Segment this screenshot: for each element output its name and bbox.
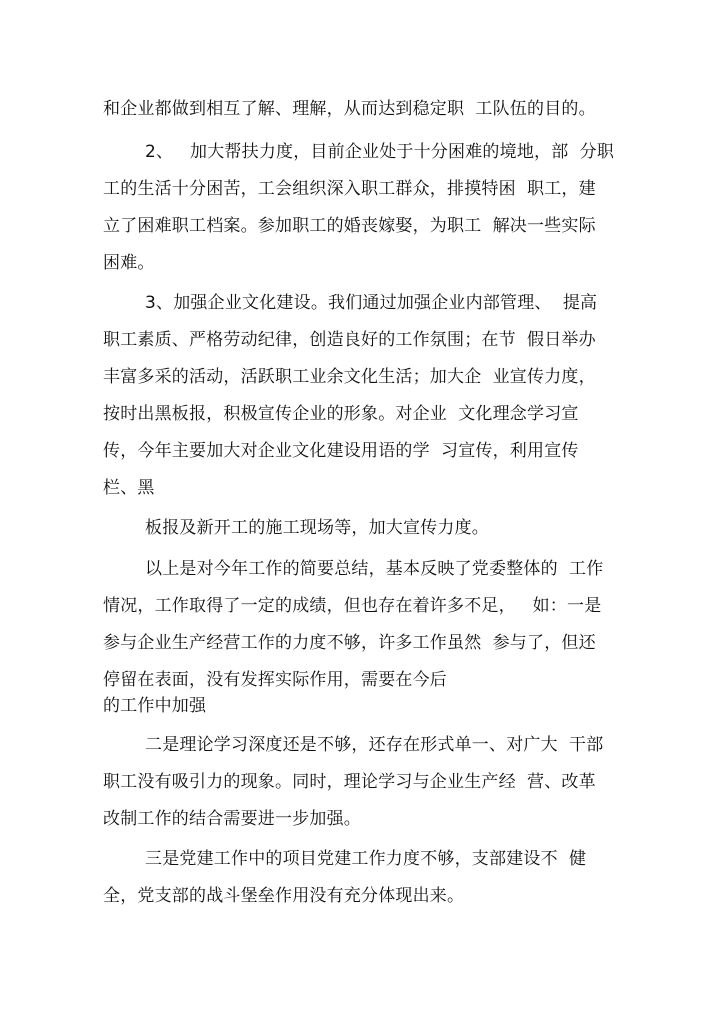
text-line: 工的生活十分困苦，工会组织深入职工群众，排摸特困 职工，建 [103, 179, 596, 199]
text-line: 的工作中加强 [103, 696, 207, 716]
text-line: 丰富多采的活动，活跃职工业余文化生活；加大企 业宣传力度， [103, 367, 596, 387]
text-line: 栏、黑 [103, 478, 155, 498]
text-line: 困难。 [103, 253, 155, 273]
text-line: 2、 加大帮扶力度，目前企业处于十分困难的境地，部 分职 [145, 142, 615, 162]
text-line: 板报及新开工的施工现场等，加大宣传力度。 [145, 518, 489, 538]
text-line: 二是理论学习深度还是不够，还存在形式单一、对广大 干部 [145, 735, 604, 755]
text-line: 三是党建工作中的项目党建工作力度不够，支部建设不 健 [145, 849, 587, 869]
text-line: 职工没有吸引力的现象。同时，理论学习与企业生产经 营、改革 [103, 772, 596, 792]
text-line: 职工素质、严格劳动纪律，创造良好的工作氛围；在节 假日举办 [103, 330, 596, 350]
text-line: 改制工作的结合需要进一步加强。 [103, 809, 361, 829]
text-line: 参与企业生产经营工作的力度不够，许多工作虽然 参与了，但还 [103, 633, 596, 653]
text-line: 3、加强企业文化建设。我们通过加强企业内部管理、 提高 [145, 293, 598, 313]
text-line: 情况，工作取得了一定的成绩，但也存在着许多不足， 如：一是 [103, 596, 602, 616]
text-line: 全，党支部的战斗堡垒作用没有充分体现出来。 [103, 886, 465, 906]
text-line: 和企业都做到相互了解、理解，从而达到稳定职 工队伍的目的。 [103, 99, 596, 119]
text-line: 立了困难职工档案。参加职工的婚丧嫁娶，为职工 解决一些实际 [103, 216, 596, 236]
text-line: 停留在表面，没有发挥实际作用，需要在今后 [103, 670, 447, 690]
text-line: 传，今年主要加大对企业文化建设用语的学 习宣传，利用宣传 [103, 441, 579, 461]
text-line: 以上是对今年工作的简要总结，基本反映了党委整体的 工作 [145, 559, 604, 579]
text-line: 按时出黑板报，积极宣传企业的形象。对企业 文化理念学习宣 [103, 404, 579, 424]
